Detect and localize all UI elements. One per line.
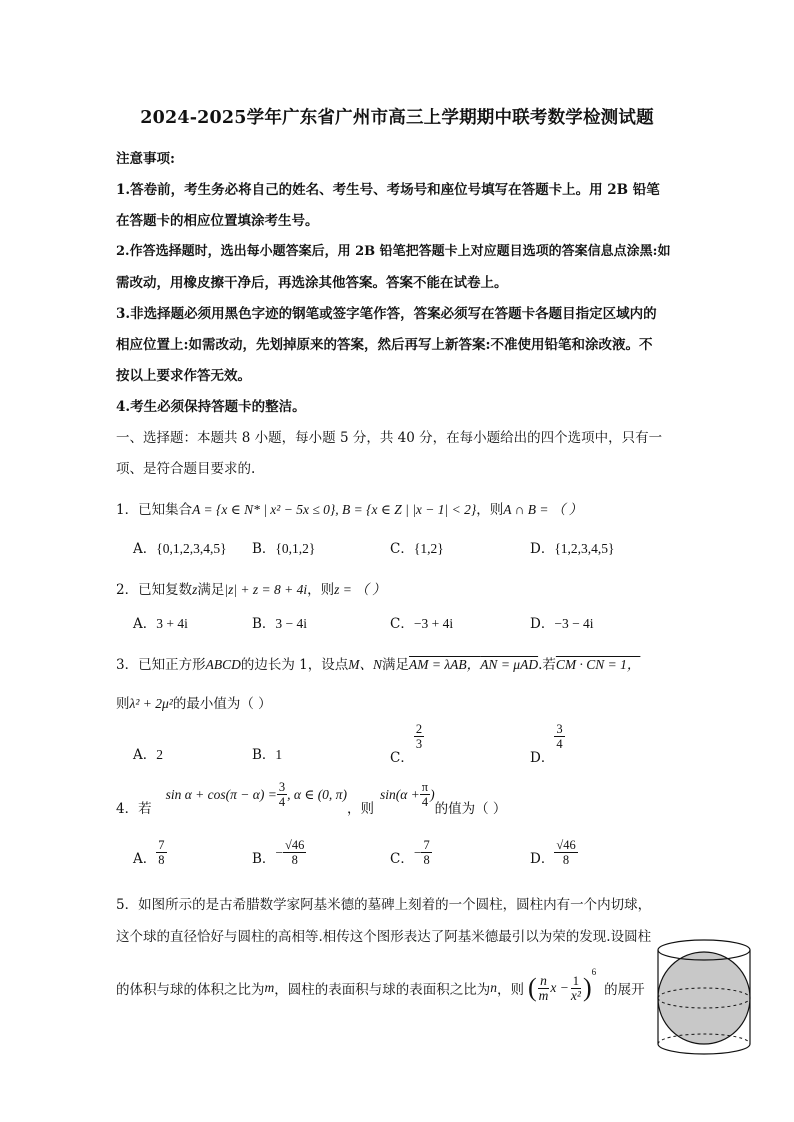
q3-option-b-label: B． [252,747,276,763]
q4-cond-fraction [277,780,287,809]
q5-line3 [116,965,662,1011]
q4-cond-num: 3 [278,780,286,794]
q1-option-d-label: D． [530,541,555,557]
q5-expr-x: x − [550,980,569,995]
q4-option-d-den: 8 [562,853,570,867]
q4-stem [116,780,507,817]
q3-expr: λ² + 2μ² [129,696,173,711]
q2-z: z [192,582,198,597]
q5-frac2 [569,974,583,1003]
q3-mid: 的边长为 1，设点 [240,657,349,673]
section-line1: 一、选择题：本题共 8 小题，每小题 5 分，共 40 分，在每小题给出的四个选项中，只有一 [116,430,663,446]
q1-option-c-label: C． [390,541,414,557]
q3-option-c-den: 3 [415,737,423,751]
notice-2-line2: 需改动，用橡皮擦干净后，再选涂其他答案。答案不能在试卷上。 [116,275,508,291]
q2-option-d-label: D． [530,616,555,632]
q1-suffix: ，则 [476,502,504,518]
q2-option-c-value: −3 + 4i [413,616,454,631]
q1-option-d[interactable] [530,537,615,557]
q4-expr-fraction [420,780,430,809]
q5-frac1-num: n [540,972,547,988]
q1-option-a-value: {0,1,2,3,4,5} [156,541,227,556]
q3-option-c[interactable] [390,722,424,766]
q5-frac1-den: m [538,987,549,1003]
q5-paren-open: ( [528,973,537,1002]
notice-3-line3: 按以上要求作答无效。 [116,368,251,384]
q1-option-c[interactable] [390,537,444,557]
q4-cond-b: , α ∈ (0, π) [287,786,347,802]
q3-option-d-den: 4 [556,737,563,751]
q5-line3-b: ，圆柱的表面积与球的表面积之比为 [274,982,491,998]
q2-cond: |z| + z = 8 + 4i [224,582,308,597]
q3-option-c-fraction [414,722,424,751]
q4-option-b-num: √46 [285,838,305,852]
q3-option-c-num: 2 [415,722,423,736]
q3-line2-prefix: 则 [116,696,130,712]
q1-ask: A ∩ B = （ ） [503,502,583,517]
q1-prefix: 1．已知集合 [116,502,193,518]
q4-cond-a: sin α + cos(π − α) = [165,786,277,802]
q2-option-a-label: A． [133,616,157,632]
q4-option-b-fraction [283,838,306,867]
notice-1-line2: 在答题卡的相应位置填涂考生号。 [116,213,319,229]
q4-option-d[interactable] [530,838,578,867]
q3-option-b[interactable] [252,743,282,763]
q3-option-c-label: C． [390,750,414,766]
q5-line3-c: ，则 [497,982,524,998]
q1-option-b[interactable] [252,537,315,557]
q3-am: AM = λAB， [408,657,481,672]
q3-stem-line1 [116,653,640,673]
notice-2-line1: 2.作答选择题时，选出每小题答案后，用 2B 铅笔把答题卡上对应题目选项的答案信息点涂黑:如 [116,244,671,259]
q3-an: AN = μAD [480,657,539,672]
q4-expr-den: 4 [421,795,429,809]
q2-mid: 满足 [197,582,225,598]
q1-option-a[interactable] [133,537,227,557]
q1-sets: A = {x ∈ N* | x² − 5x ≤ 0}, B = {x ∈ Z | |x − 1| < 2} [192,502,477,517]
q1-option-d-value: {1,2,3,4,5} [554,541,615,556]
q4-option-b-label: B． [252,851,276,867]
section-line2: 项、是符合题目要求的. [116,461,256,477]
q5-line3-d: 的展开 [604,982,645,998]
q2-option-b[interactable] [252,612,307,632]
cylinder-bottom-front [658,1044,750,1054]
q5-line3-a: 的体积与球的体积之比为 [116,982,265,998]
q4-option-d-fraction [554,838,577,867]
q4-cond-den: 4 [278,795,286,809]
q4-expr-num: π [421,780,429,794]
q3-mid3: .若 [538,657,556,673]
q5-m: m [264,980,275,995]
q5-frac2-den: x² [570,987,581,1003]
q4-option-c-den: 8 [423,853,430,867]
q4-option-c-num: 7 [423,838,430,852]
q3-mn: M、N [348,657,382,672]
q2-stem [116,578,386,598]
q2-suffix: ，则 [307,582,335,598]
q3-mid2: 满足 [381,657,409,673]
q4-option-b-sign: − [275,845,284,860]
q3-option-a[interactable] [133,743,163,763]
q2-option-a-value: 3 + 4i [156,616,188,631]
notice-4: 4.考生必须保持答题卡的整洁。 [116,399,306,415]
q4-option-c-sign: − [413,845,422,860]
q4-option-a-label: A． [133,851,157,867]
q3-option-a-value: 2 [156,747,163,762]
q3-prefix: 3．已知正方形 [116,657,206,673]
q5-frac1 [537,974,551,1003]
q4-mid: ，则 [346,800,374,817]
q4-option-c[interactable] [390,838,432,867]
q5-frac2-num: 1 [572,973,580,988]
q5-power: 6 [591,967,597,977]
notice-1-line1: 1.答卷前，考生务必将自己的姓名、考生号、考场号和座位号填写在答题卡上。用 2B 铅笔 [116,182,660,198]
q3-option-a-label: A． [133,747,157,763]
q4-option-a-num: 7 [158,838,165,852]
q2-option-a[interactable] [133,612,188,632]
q1-option-a-label: A． [133,541,157,557]
q4-prefix: 4．若 [116,800,152,817]
notice-3-line1: 3.非选择题必须用黑色字迹的钢笔或签字笔作答，答案必须写在答题卡各题目指定区域内的 [116,306,657,322]
q1-option-b-value: {0,1,2} [275,541,316,556]
q4-option-c-fraction [421,838,431,867]
q3-line2-suffix: 的最小值为（ ） [172,696,272,712]
q4-option-d-label: D． [530,851,555,867]
q2-option-b-value: 3 − 4i [275,616,308,631]
q4-option-a-den: 8 [158,853,165,867]
q5-line2: 这个球的直径恰好与圆柱的高相等.相传这个图形表达了阿基米德最引以为荣的发现.设圆柱 [116,929,652,945]
q3-option-b-value: 1 [275,747,283,762]
inscribed-sphere [658,952,750,1044]
q2-ask: z = （ ） [334,582,386,597]
q4-option-d-num: √46 [556,838,576,852]
q4-option-a-fraction [156,838,166,867]
q3-cmcn: CM · CN = 1， [555,657,641,672]
q2-prefix: 2．已知复数 [116,582,193,598]
q4-expr-b: ) [430,786,435,802]
q4-suffix: 的值为（ ） [434,800,507,817]
page-title: 2024-2025学年广东省广州市高三上学期期中联考数学检测试题 [140,108,654,128]
q5-paren-close: ) [582,973,592,1002]
cylinder-sphere-figure [652,936,762,1060]
q2-option-c-label: C． [390,616,414,632]
notice-3-line2: 相应位置上:如需改动，先划掉原来的答案，然后再写上新答案:不准使用铅笔和涂改液。不 [116,337,653,353]
q4-option-c-label: C． [390,851,414,867]
q2-option-b-label: B． [252,616,276,632]
q3-option-d-num: 3 [556,722,563,736]
q5-line1: 5．如图所示的是古希腊数学家阿基米德的墓碑上刻着的一个圆柱，圆柱内有一个内切球， [116,897,652,913]
q2-option-d[interactable] [530,612,594,632]
q4-expr-a: sin(α + [379,786,420,802]
q4-option-a[interactable] [133,838,167,867]
q4-option-b-den: 8 [291,853,298,867]
q2-option-d-value: −3 − 4i [554,616,594,631]
notice-heading: 注意事项: [116,151,175,167]
q1-stem [116,498,582,518]
q4-option-b[interactable] [252,838,306,867]
q3-option-d-fraction [554,722,564,751]
q3-option-d-label: D． [530,750,555,766]
q1-option-c-value: {1,2} [413,541,444,556]
q1-option-b-label: B． [252,541,276,557]
q2-option-c[interactable] [390,612,453,632]
q3-option-d[interactable] [530,722,565,766]
q5-n: n [490,980,497,995]
q3-abcd: ABCD [205,657,241,672]
q3-stem-line2 [116,692,272,712]
